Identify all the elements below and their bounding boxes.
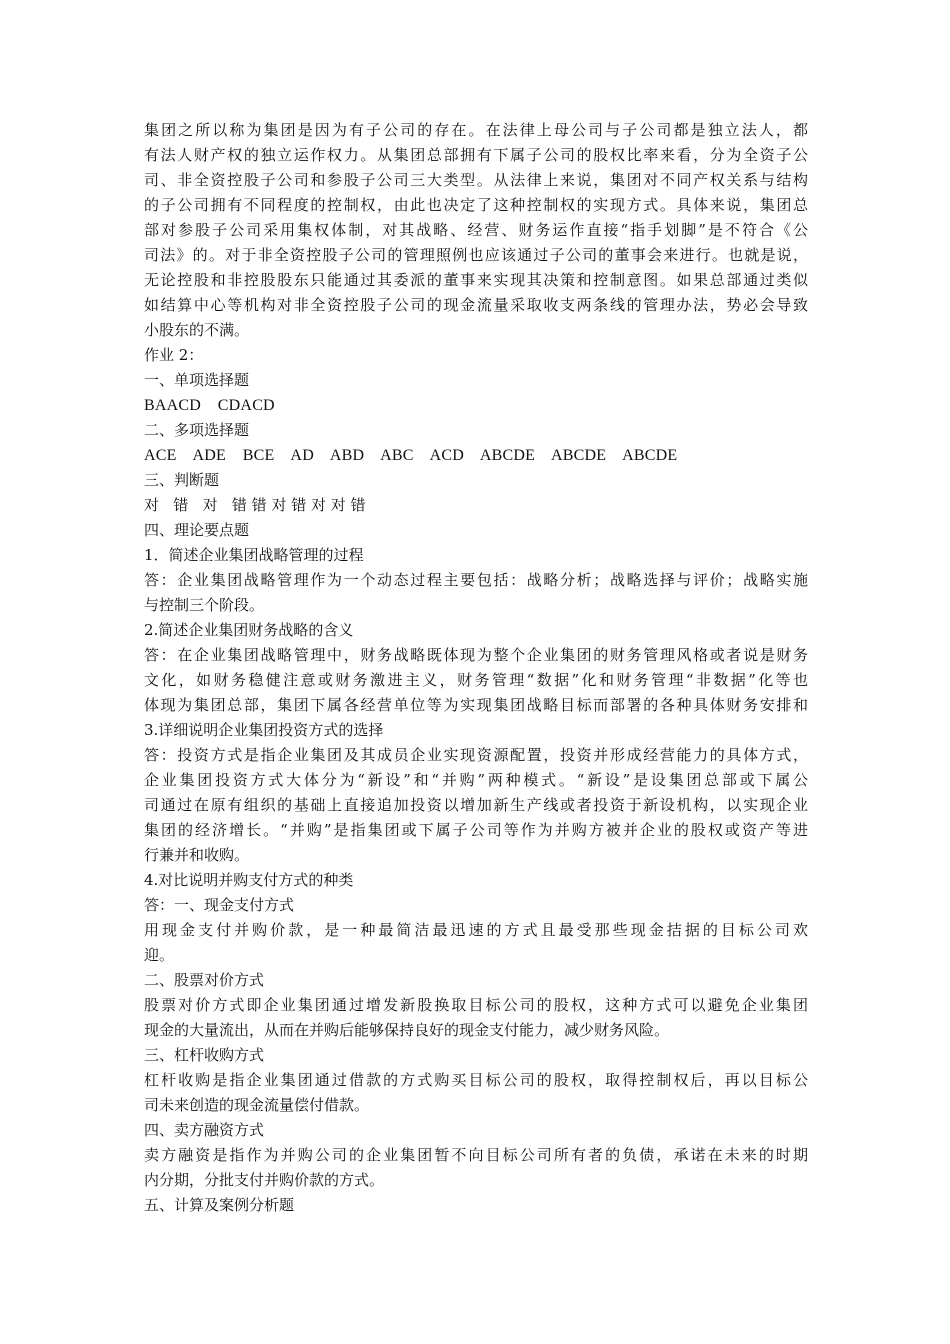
document-body xyxy=(144,118,808,1218)
text-line: 作业 2： xyxy=(144,346,204,364)
text-line: 与控制三个阶段。 xyxy=(144,596,265,614)
text-line: 部对参股子公司采用集权体制，对其战略、经营、财务运作直接“指手划脚”是不符合《公 xyxy=(144,221,808,239)
text-line: 四、卖方融资方式 xyxy=(144,1121,265,1139)
text-line: 答：一、现金支付方式 xyxy=(144,896,295,914)
text-line: 集团的经济增长。“并购”是指集团或下属子公司等作为并购方被并企业的股权或资产等进 xyxy=(144,821,808,839)
text-line: 1．简述企业集团战略管理的过程 xyxy=(144,546,364,564)
text-line: 三、判断题 xyxy=(144,471,220,489)
text-line: ACE ADE BCE AD ABD ABC ACD ABCDE ABCDE ABCDE xyxy=(144,447,678,464)
text-line: 2.简述企业集团财务战略的含义 xyxy=(144,621,354,639)
text-line: 用现金支付并购价款，是一种最简洁最迅速的方式且最受那些现金拮据的目标公司欢 xyxy=(144,921,808,939)
text-line: 一、单项选择题 xyxy=(144,371,250,389)
text-line: 卖方融资是指作为并购公司的企业集团暂不向目标公司所有者的负债，承诺在未来的时期 xyxy=(144,1146,808,1164)
text-line: 无论控股和非控股股东只能通过其委派的董事来实现其决策和控制意图。如果总部通过类似 xyxy=(144,271,808,289)
text-line: 现金的大量流出，从而在并购后能够保持良好的现金支付能力，减少财务风险。 xyxy=(144,1021,670,1039)
text-line: 答：企业集团战略管理作为一个动态过程主要包括：战略分析；战略选择与评价；战略实施 xyxy=(144,571,808,589)
text-line: 司通过在原有组织的基础上直接追加投资以增加新生产线或者投资于新设机构，以实现企业 xyxy=(144,796,808,814)
text-line: 小股东的不满。 xyxy=(144,321,250,339)
text-line: 体现为集团总部，集团下属各经营单位等为实现集团战略目标而部署的各种具体财务安排和 xyxy=(144,696,808,714)
text-line: 司未来创造的现金流量偿付借款。 xyxy=(144,1096,370,1114)
text-line: 文化，如财务稳健注意或财务激进主义，财务管理“数据”化和财务管理“非数据”化等也 xyxy=(144,671,808,689)
text-line: 如结算中心等机构对非全资控股子公司的现金流量采取收支两条线的管理办法，势必会导致 xyxy=(144,296,808,314)
text-line: 集团之所以称为集团是因为有子公司的存在。在法律上母公司与子公司都是独立法人，都 xyxy=(144,121,808,139)
text-line: 五、计算及案例分析题 xyxy=(144,1196,295,1214)
text-line: 行兼并和收购。 xyxy=(144,846,250,864)
text-line: 二、股票对价方式 xyxy=(144,971,265,989)
text-line: 答：在企业集团战略管理中，财务战略既体现为整个企业集团的财务管理风格或者说是财务 xyxy=(144,646,808,664)
text-line: 企业集团投资方式大体分为“新设”和“并购”两种模式。“新设”是设集团总部或下属公 xyxy=(144,771,808,789)
text-line: BAACD CDACD xyxy=(144,397,275,414)
text-line: 杠杆收购是指企业集团通过借款的方式购买目标公司的股权，取得控制权后，再以目标公 xyxy=(144,1071,808,1089)
text-line: 有法人财产权的独立运作权力。从集团总部拥有下属子公司的股权比率来看，分为全资子公 xyxy=(144,146,808,164)
text-line: 3.详细说明企业集团投资方式的选择 xyxy=(144,721,384,739)
text-line: 三、杠杆收购方式 xyxy=(144,1046,265,1064)
text-line: 答：投资方式是指企业集团及其成员企业实现资源配置，投资并形成经营能力的具体方式， xyxy=(144,746,808,764)
text-line: 四、理论要点题 xyxy=(144,521,250,539)
text-line: 司、非全资控股子公司和参股子公司三大类型。从法律上来说，集团对不同产权关系与结构 xyxy=(144,171,808,189)
text-line: 内分期，分批支付并购价款的方式。 xyxy=(144,1171,385,1189)
text-line: 二、多项选择题 xyxy=(144,421,250,439)
text-line: 的子公司拥有不同程度的控制权，由此也决定了这种控制权的实现方式。具体来说，集团总 xyxy=(144,196,808,214)
text-line: 对 错 对 错 错 对 错 对 对 错 xyxy=(144,496,366,514)
text-line: 股票对价方式即企业集团通过增发新股换取目标公司的股权，这种方式可以避免企业集团 xyxy=(144,996,808,1014)
text-line: 司法》的。对于非全资控股子公司的管理照例也应该通过子公司的董事会来进行。也就是说， xyxy=(144,246,808,264)
text-line: 迎。 xyxy=(144,946,175,964)
text-line: 4.对比说明并购支付方式的种类 xyxy=(144,871,354,889)
